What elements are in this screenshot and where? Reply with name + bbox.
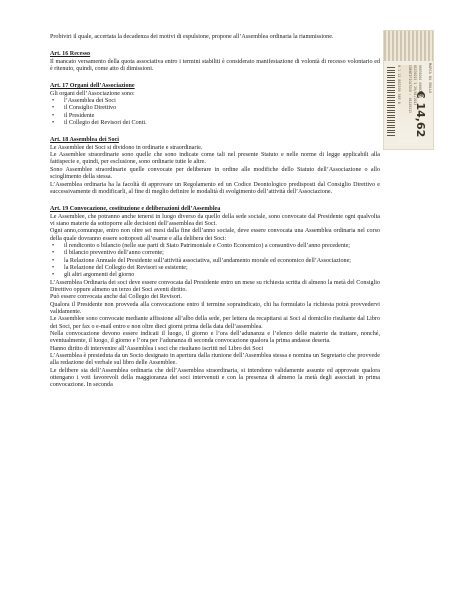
list-item: • gli altri argomenti del giorno [50, 272, 380, 279]
stamp-barcode [387, 67, 395, 137]
stamp-date: 01130213 1 29/01/2013 [413, 65, 417, 106]
art16-heading: Art. 16 Recesso [50, 51, 91, 58]
list-item: • la Relazione Annuale del Presidente sull’attività associativa, sull’andamento morale ed economico dell’Associazione; [50, 258, 380, 265]
art19-paragraph: Le Assemblee sono convocate mediante affissione all’albo della sede, per lettera da recapitarsi ai Soci al domicilio risultante dal Libro dei Soci, per fax o e-mail entro e non oltre dieci giorni prima della data dell’assemblea. [50, 316, 380, 330]
art19-paragraph: L’Assemblea è presieduta da un Socio designato in apertura dalla riunione dell’Assemblea stessa e nomina un Segretario che provvede alla redazione del verbale sul libro delle Assemblee. [50, 353, 380, 367]
stamp-title: MARCA DA BOLLO [428, 63, 432, 94]
art19-paragraph: Hanno diritto di intervenire all’Assemblea i soci che risultano iscritti nel Libro dei Soci [50, 345, 264, 352]
list-item: • il Consiglio Direttivo [50, 105, 380, 112]
stamp-code: 00030262 00007E33 [418, 65, 422, 98]
art18-paragraph: L’Assemblea ordinaria ha la facoltà di approvare un Regolamento ed un Codice Deontologico predisposti dal Consiglio Direttivo e successivamente di modificarli, al fine di meglio definire le modalità di svolgimento dell’attività dell’Associazione. [50, 181, 380, 195]
art19-paragraph: Può essere convocata anche dal Collegio dei Revisori. [50, 294, 182, 301]
art19-paragraph: Nella convocazione devono essere indicati il luogo, il giorno e l’ora dell’adunanza e l’elenco delle materie da trattare, nonché, eventualmente, il luogo, il giorno e l’ora per l’adunanza di seconda convocazione qualora la prima andasse deserta. [50, 331, 380, 345]
art18-paragraph: Le Assemblee straordinarie sono quelle che sono indicate come tali nel presente Statuto e nelle norme di legge applicabili alla fattispecie e, quindi, per esclusione, sono ordinarie tutte le altre. [50, 152, 380, 166]
art18-heading: Art. 18 Assemblea dei Soci [50, 137, 119, 144]
art17-heading: Art. 17 Organi dell’Associazione [50, 83, 135, 90]
stamp-hologram-band [384, 31, 433, 61]
list-item: • il Presidente [50, 113, 380, 120]
document-body [50, 34, 380, 390]
art19-paragraph: Le delibere sia dell’Assemblea ordinaria che dell’Assemblea straordinaria, si intendono validamente assunte ed approvate qualora ottengano i voti favorevoli della maggioranza dei soci intervenuti e con la presenza di almeno la metà degli associati in prima convocazione. In seconda [50, 367, 380, 389]
art18-paragraph: Sono Assemblee straordinarie quelle convocate per deliberare in ordine alle modifiche dello Statuto dell’Associazione o allo scioglimento della stessa. [50, 166, 380, 181]
stamp-serial: 0 1 12 002399 565 6 [397, 65, 401, 104]
list-item: • il Collegio dei Revisori dei Conti. [50, 120, 380, 127]
stamp-id: IDENTIFICATIVO : 01120213 [408, 65, 412, 113]
intro-paragraph: Probiviri il quale, accertata la decadenza dei motivi di espulsione, propone all’Assemblea ordinaria la riammissione. [50, 34, 334, 40]
stamp-amount: € 14,62 [414, 91, 427, 138]
art19-paragraph: Qualora il Presidente non provveda alla convocazione entro il termine sopraindicato, chi ha formulato la richiesta potrà provvedervi validamente. [50, 301, 380, 315]
art19-paragraph: Ogni anno,comunque, entro non oltre sei mesi dalla fine dell’anno sociale, deve essere convocata una Assemblea ordinaria nel corso della quale dovranno essere sottoposti all’esame e alla delibera dei Soci: [50, 228, 380, 242]
list-item: • la Relazione del Collegio dei Revisori se esistente; [50, 265, 380, 272]
art18-paragraph: Le Assemblee dei Soci si dividono in ordinarie e straordinarie. [50, 144, 203, 151]
list-item: • l’Assemblea dei Soci [50, 98, 380, 105]
art19-paragraph: L’Assemblea Ordinaria dei soci deve essere convocata dal Presidente entro un mese su richiesta scritta di almeno la metà del Consiglio Direttivo oppure almeno un terzo dei Soci aventi diritto. [50, 279, 380, 293]
art16-text: Il mancato versamento della quota associativa entro i termini stabiliti è considerato manifestazione di volontà di recesso volontario ed è ritenuto, quindi, come atto di dimissioni. [50, 58, 380, 73]
art17-lead: Gli organi dell’Associazione sono: [50, 90, 135, 97]
agenda-list [50, 243, 380, 280]
revenue-stamp [383, 30, 434, 150]
organs-list [50, 98, 380, 127]
list-item: • il rendiconto o bilancio (nelle sue parti di Stato Patrimoniale e Conto Economico) a consuntivo dell’anno precedente; [50, 243, 380, 250]
art19-heading: Art. 19 Convocazione, costituzione e deliberazioni dell’Assemblea [50, 206, 221, 213]
art19-paragraph: Le Assemblee, che potranno anche tenersi in luogo diverso da quello della sede sociale, sono convocate dal Presidente ogni qualvolta vi siano materie da sottoporre alle decisioni dell’assemblea dei Soci. [50, 213, 380, 227]
list-item: • il bilancio preventivo dell’anno corrente; [50, 250, 380, 257]
